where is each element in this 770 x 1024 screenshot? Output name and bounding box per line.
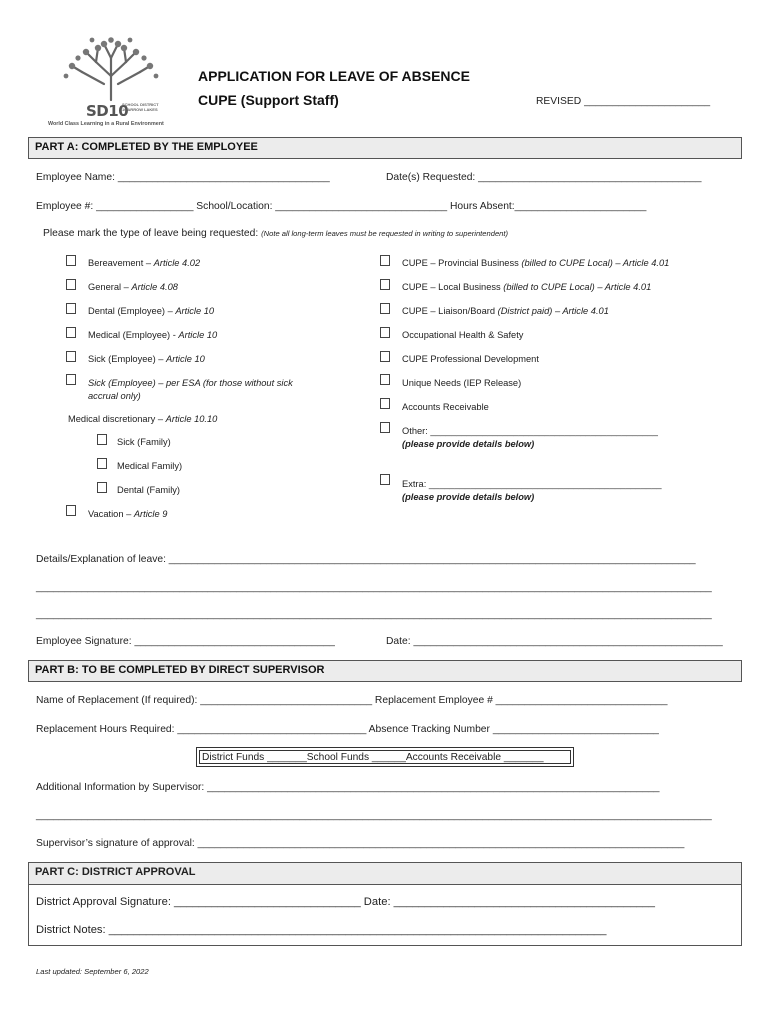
option-cupe-pro-dev: CUPE Professional Development [402, 354, 539, 364]
extra-field[interactable]: Extra: _____________________________________________ [402, 479, 662, 489]
option-article: Article 4.02 [153, 258, 201, 268]
last-updated: Last updated: September 6, 2022 [36, 967, 149, 976]
additional-info-field[interactable]: Additional Information by Supervisor: _______________________________________________________________________________ [36, 782, 660, 793]
employee-signature-field[interactable]: Employee Signature: ___________________________________ [36, 636, 335, 647]
checkbox-other[interactable] [380, 422, 390, 433]
option-sick-employee [88, 354, 205, 364]
checkbox-dental-family[interactable] [97, 482, 107, 493]
employee-name-field[interactable]: Employee Name: _____________________________________ [36, 172, 330, 183]
option-sick-esa [88, 377, 293, 403]
supervisor-signature-field[interactable]: Supervisor’s signature of approval: _____________________________________________________________________________________ [36, 838, 685, 849]
checkbox-extra[interactable] [380, 474, 390, 485]
checkbox-medical-employee[interactable] [66, 327, 76, 338]
checkbox-sick-esa[interactable] [66, 374, 76, 385]
option-label-cont: accrual only) [88, 391, 141, 401]
checkbox-unique-needs[interactable] [380, 374, 390, 385]
part-c-heading: PART C: DISTRICT APPROVAL [29, 863, 741, 885]
employee-number-row[interactable]: Employee #: _________________ School/Location: ______________________________ Hours Absent:_______________________ [36, 201, 647, 212]
option-article: Article 10 [178, 330, 218, 340]
option-accounts-receivable: Accounts Receivable [402, 402, 489, 412]
option-general [88, 282, 178, 292]
part-b-heading: PART B: TO BE COMPLETED BY DIRECT SUPERVISOR [28, 660, 742, 682]
replacement-name-row[interactable]: Name of Replacement (If required): ______________________________ Replacement Employee # ______________________________ [36, 695, 668, 706]
other-field[interactable]: Other: ____________________________________________ [402, 426, 658, 436]
option-label: Dental (Employee) – [88, 306, 176, 316]
logo-abbreviation: SD10 [86, 102, 129, 120]
option-article: (District paid) – Article 4.01 [497, 306, 609, 316]
checkbox-sick-family[interactable] [97, 434, 107, 445]
checkbox-general[interactable] [66, 279, 76, 290]
form-title: APPLICATION FOR LEAVE OF ABSENCE [198, 68, 470, 84]
option-cupe-provincial [402, 258, 669, 268]
option-label: Medical discretionary – [68, 414, 166, 424]
option-label: Medical (Employee) - [88, 330, 179, 340]
option-article: (billed to CUPE Local) – Article 4.01 [521, 258, 670, 268]
checkbox-dental-employee[interactable] [66, 303, 76, 314]
checkbox-cupe-liaison[interactable] [380, 303, 390, 314]
form-subtitle: CUPE (Support Staff) [198, 92, 339, 108]
option-unique-needs: Unique Needs (IEP Release) [402, 378, 522, 388]
logo-tagline: World Class Learning in a Rural Environment [48, 121, 164, 127]
checkbox-cupe-provincial[interactable] [380, 255, 390, 266]
revised-field[interactable]: REVISED ______________________ [536, 96, 711, 107]
option-sick-family: Sick (Family) [117, 437, 171, 447]
leave-note: (Note all long-term leaves must be requested in writing to superintendent) [261, 229, 509, 238]
medical-discretionary-label [68, 414, 217, 424]
option-bereavement [88, 258, 200, 268]
leave-prompt-text: Please mark the type of leave being requested: [43, 228, 259, 239]
option-extra [402, 478, 662, 504]
funds-box [196, 747, 574, 767]
checkbox-ohs[interactable] [380, 327, 390, 338]
option-article: Article 4.08 [131, 282, 178, 292]
details-field[interactable]: Details/Explanation of leave: ____________________________________________________________________________________________ [36, 554, 696, 565]
option-cupe-local [402, 282, 651, 292]
checkbox-vacation[interactable] [66, 505, 76, 516]
tree-logo-icon [44, 36, 179, 106]
other-note: (please provide details below) [402, 439, 535, 449]
checkbox-cupe-local[interactable] [380, 279, 390, 290]
option-label: Bereavement – [88, 258, 154, 268]
employee-date-field[interactable]: Date: ______________________________________________________ [386, 636, 723, 647]
option-article: Article 9 [133, 509, 168, 519]
checkbox-sick-employee[interactable] [66, 351, 76, 362]
option-label: Sick (Employee) – per ESA (for those without sick [88, 378, 293, 388]
leave-type-prompt [43, 228, 508, 239]
option-article: Article 10 [175, 306, 215, 316]
option-label: Vacation – [88, 509, 134, 519]
replacement-hours-row[interactable]: Replacement Hours Required: _________________________________ Absence Tracking Number _____________________________ [36, 724, 659, 735]
part-a-heading: PART A: COMPLETED BY THE EMPLOYEE [28, 137, 742, 159]
option-article: (billed to CUPE Local) – Article 4.01 [503, 282, 652, 292]
logo-district-name: SCHOOL DISTRICT 10 ARROW LAKES [122, 102, 159, 112]
funds-field[interactable]: District Funds _______School Funds ______Accounts Receivable _______ [199, 750, 571, 764]
district-approval-row[interactable]: District Approval Signature: ______________________________ Date: __________________________________________ [36, 896, 655, 908]
checkbox-accounts-receivable[interactable] [380, 398, 390, 409]
option-label: CUPE – Liaison/Board [402, 306, 498, 316]
option-cupe-liaison [402, 306, 609, 316]
option-medical-family: Medical Family) [117, 461, 183, 471]
option-label: General – [88, 282, 132, 292]
option-dental-employee [88, 306, 214, 316]
option-article: Article 10.10 [165, 414, 218, 424]
district-logo [44, 36, 179, 131]
checkbox-bereavement[interactable] [66, 255, 76, 266]
checkbox-medical-family[interactable] [97, 458, 107, 469]
option-label: CUPE – Provincial Business [402, 258, 522, 268]
extra-note: (please provide details below) [402, 492, 535, 502]
option-medical-employee [88, 330, 217, 340]
option-article: Article 10 [166, 354, 205, 364]
option-label: CUPE – Local Business [402, 282, 504, 292]
option-label: Sick (Employee) – [88, 354, 167, 364]
details-blank-line-2[interactable]: ______________________________________________________________________________________________________________________ [36, 609, 712, 620]
dates-requested-field[interactable]: Date(s) Requested: _______________________________________ [386, 172, 702, 183]
option-other [402, 425, 658, 451]
part-c-box [28, 862, 742, 946]
details-blank-line-1[interactable]: ______________________________________________________________________________________________________________________ [36, 582, 712, 593]
option-dental-family: Dental (Family) [117, 485, 181, 495]
district-notes-field[interactable]: District Notes: ________________________________________________________________________________ [36, 924, 607, 936]
option-vacation [88, 509, 167, 519]
option-ohs: Occupational Health & Safety [402, 330, 524, 340]
checkbox-cupe-pro-dev[interactable] [380, 351, 390, 362]
additional-info-blank-line[interactable]: ______________________________________________________________________________________________________________________ [36, 810, 712, 821]
